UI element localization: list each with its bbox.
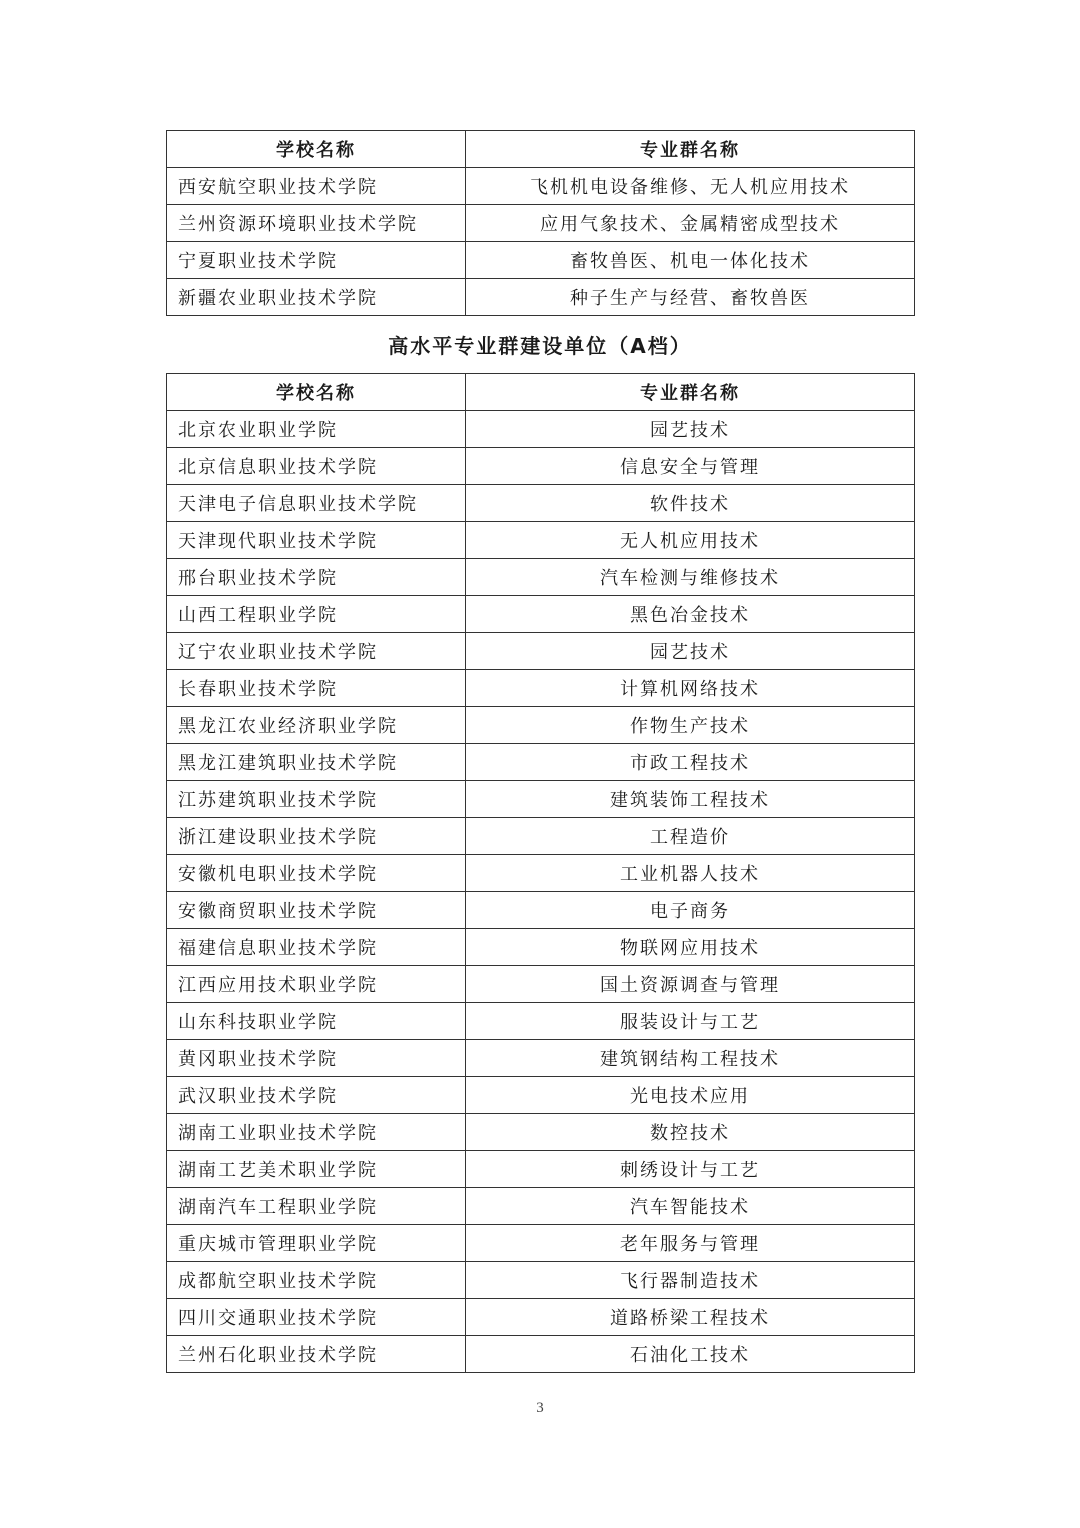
- school-name-cell: 天津现代职业技术学院: [167, 522, 466, 559]
- table-body: [167, 168, 915, 316]
- major-group-cell: 计算机网络技术: [466, 670, 915, 707]
- table-row: [167, 1225, 915, 1262]
- major-group-cell: 种子生产与经营、畜牧兽医: [466, 279, 915, 316]
- school-name-cell: 安徽机电职业技术学院: [167, 855, 466, 892]
- school-name-cell: 北京农业职业学院: [167, 411, 466, 448]
- table-row: [167, 242, 915, 279]
- table-row: [167, 1299, 915, 1336]
- school-name-cell: 山东科技职业学院: [167, 1003, 466, 1040]
- major-group-cell: 园艺技术: [466, 633, 915, 670]
- major-group-cell: 无人机应用技术: [466, 522, 915, 559]
- school-name-cell: 黑龙江农业经济职业学院: [167, 707, 466, 744]
- school-name-cell: 重庆城市管理职业学院: [167, 1225, 466, 1262]
- school-name-cell: 黑龙江建筑职业技术学院: [167, 744, 466, 781]
- major-group-cell: 园艺技术: [466, 411, 915, 448]
- major-group-cell: 国土资源调查与管理: [466, 966, 915, 1003]
- table-row: [167, 744, 915, 781]
- school-name-cell: 新疆农业职业技术学院: [167, 279, 466, 316]
- major-group-cell: 道路桥梁工程技术: [466, 1299, 915, 1336]
- table-row: [167, 411, 915, 448]
- table-row: [167, 818, 915, 855]
- table-row: [167, 1151, 915, 1188]
- table-row: [167, 522, 915, 559]
- school-name-cell: 成都航空职业技术学院: [167, 1262, 466, 1299]
- major-group-cell: 老年服务与管理: [466, 1225, 915, 1262]
- table-row: [167, 485, 915, 522]
- table-row: [167, 781, 915, 818]
- table-row: [167, 1336, 915, 1373]
- school-name-cell: 北京信息职业技术学院: [167, 448, 466, 485]
- table-row: [167, 670, 915, 707]
- school-name-cell: 邢台职业技术学院: [167, 559, 466, 596]
- table-a-tier: [166, 373, 915, 1373]
- major-group-cell: 建筑钢结构工程技术: [466, 1040, 915, 1077]
- school-name-cell: 天津电子信息职业技术学院: [167, 485, 466, 522]
- header-school-name: 学校名称: [167, 131, 466, 168]
- major-group-cell: 工程造价: [466, 818, 915, 855]
- header-major-group-name: 专业群名称: [466, 131, 915, 168]
- school-name-cell: 安徽商贸职业技术学院: [167, 892, 466, 929]
- table-row: [167, 633, 915, 670]
- header-major-group-name: 专业群名称: [466, 374, 915, 411]
- table-row: [167, 448, 915, 485]
- school-name-cell: 长春职业技术学院: [167, 670, 466, 707]
- major-group-cell: 黑色冶金技术: [466, 596, 915, 633]
- school-name-cell: 福建信息职业技术学院: [167, 929, 466, 966]
- table-row: [167, 1262, 915, 1299]
- table-row: [167, 855, 915, 892]
- school-name-cell: 兰州资源环境职业技术学院: [167, 205, 466, 242]
- table-row: [167, 596, 915, 633]
- table-header-row: [167, 374, 915, 411]
- table-continued: [166, 130, 915, 316]
- major-group-cell: 信息安全与管理: [466, 448, 915, 485]
- school-name-cell: 山西工程职业学院: [167, 596, 466, 633]
- major-group-cell: 汽车智能技术: [466, 1188, 915, 1225]
- table-row: [167, 1003, 915, 1040]
- school-name-cell: 湖南工艺美术职业学院: [167, 1151, 466, 1188]
- header-school-name: 学校名称: [167, 374, 466, 411]
- table-body: [167, 411, 915, 1373]
- table-row: [167, 892, 915, 929]
- school-name-cell: 宁夏职业技术学院: [167, 242, 466, 279]
- major-group-cell: 刺绣设计与工艺: [466, 1151, 915, 1188]
- major-group-cell: 工业机器人技术: [466, 855, 915, 892]
- page-number: 3: [536, 1400, 544, 1416]
- school-name-cell: 黄冈职业技术学院: [167, 1040, 466, 1077]
- table-row: [167, 1188, 915, 1225]
- school-name-cell: 湖南工业职业技术学院: [167, 1114, 466, 1151]
- major-group-cell: 建筑装饰工程技术: [466, 781, 915, 818]
- major-group-cell: 光电技术应用: [466, 1077, 915, 1114]
- major-group-cell: 作物生产技术: [466, 707, 915, 744]
- school-name-cell: 江西应用技术职业学院: [167, 966, 466, 1003]
- table-row: [167, 1077, 915, 1114]
- school-name-cell: 辽宁农业职业技术学院: [167, 633, 466, 670]
- table-row: [167, 559, 915, 596]
- table-row: [167, 1040, 915, 1077]
- major-group-cell: 石油化工技术: [466, 1336, 915, 1373]
- school-name-cell: 浙江建设职业技术学院: [167, 818, 466, 855]
- school-name-cell: 武汉职业技术学院: [167, 1077, 466, 1114]
- table-row: [167, 168, 915, 205]
- major-group-cell: 数控技术: [466, 1114, 915, 1151]
- major-group-cell: 飞机机电设备维修、无人机应用技术: [466, 168, 915, 205]
- major-group-cell: 服装设计与工艺: [466, 1003, 915, 1040]
- table-row: [167, 205, 915, 242]
- table-row: [167, 279, 915, 316]
- section-title: 高水平专业群建设单位（A档）: [388, 334, 692, 358]
- major-group-cell: 应用气象技术、金属精密成型技术: [466, 205, 915, 242]
- school-name-cell: 湖南汽车工程职业学院: [167, 1188, 466, 1225]
- school-name-cell: 西安航空职业技术学院: [167, 168, 466, 205]
- major-group-cell: 畜牧兽医、机电一体化技术: [466, 242, 915, 279]
- major-group-cell: 飞行器制造技术: [466, 1262, 915, 1299]
- table-row: [167, 707, 915, 744]
- school-name-cell: 四川交通职业技术学院: [167, 1299, 466, 1336]
- major-group-cell: 汽车检测与维修技术: [466, 559, 915, 596]
- table-row: [167, 929, 915, 966]
- school-name-cell: 兰州石化职业技术学院: [167, 1336, 466, 1373]
- table-row: [167, 1114, 915, 1151]
- table-header-row: [167, 131, 915, 168]
- school-name-cell: 江苏建筑职业技术学院: [167, 781, 466, 818]
- major-group-cell: 电子商务: [466, 892, 915, 929]
- major-group-cell: 软件技术: [466, 485, 915, 522]
- major-group-cell: 市政工程技术: [466, 744, 915, 781]
- table-row: [167, 966, 915, 1003]
- major-group-cell: 物联网应用技术: [466, 929, 915, 966]
